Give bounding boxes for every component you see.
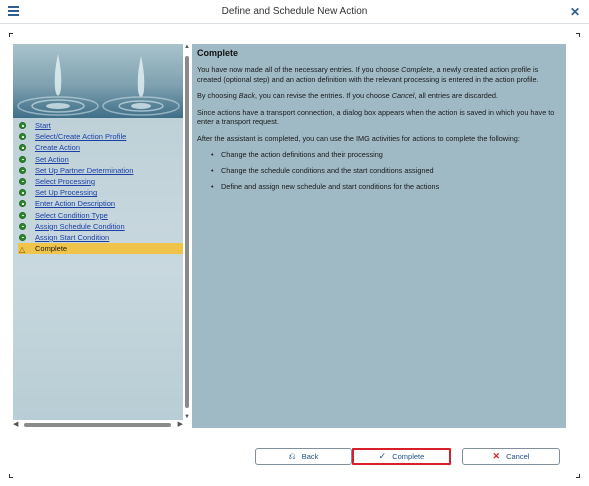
step-link[interactable]: Select/Create Action Profile [35,132,127,142]
content-heading: Complete [197,48,239,58]
checkmark-icon: ✓ [378,451,387,461]
step-item[interactable] [18,120,183,131]
status-done-icon [19,234,26,241]
list-item: • Change the schedule conditions and the start conditions assigned [211,166,561,175]
back-arrow-icon: ⎌ [288,451,296,461]
status-done-icon [19,200,26,207]
step-link[interactable]: Enter Action Description [35,199,116,209]
back-button-label: Back [301,452,319,461]
water-drop-banner-image [13,44,183,118]
step-label: Complete [35,244,68,254]
status-done-icon [19,156,26,163]
step-link[interactable]: Create Action [35,143,81,153]
step-item[interactable] [18,187,183,198]
step-link[interactable]: Assign Schedule Condition [35,221,125,231]
step-link[interactable]: Set Up Processing [35,188,98,198]
title-bar [0,0,589,24]
status-done-icon [19,212,26,219]
step-link[interactable]: Select Condition Type [35,210,108,220]
step-item-current[interactable] [18,243,183,254]
step-item[interactable] [18,210,183,221]
revise-paragraph: By choosing Back, you can revise the entries. If you choose Cancel, all entries are discarded. [197,91,498,100]
warning-triangle-icon: △ [19,245,26,255]
status-done-icon [19,144,26,151]
step-item[interactable] [18,142,183,153]
close-icon[interactable]: ✕ [569,5,580,19]
step-link[interactable]: Set Up Partner Determination [35,165,134,175]
complete-button[interactable] [352,448,451,465]
status-done-icon [19,122,26,129]
status-done-icon [19,178,26,185]
content-panel [192,44,566,428]
step-item[interactable] [18,232,183,243]
frame-corner [576,33,580,37]
complete-button-label: Complete [392,452,425,461]
step-link[interactable]: Select Processing [35,176,96,186]
step-item[interactable] [18,221,183,232]
status-done-icon [19,167,26,174]
intro-paragraph: You have now made all of the necessary entries. If you choose Complete, a newly created action profile is created (optional step) and an action definition with the relevant processing is entered in the action profile. [197,65,539,84]
step-link[interactable]: Set Action [35,154,69,164]
list-item: • Change the action definitions and their processing [211,150,561,159]
list-item: • Define and assign new schedule and start conditions for the actions [211,182,561,191]
status-done-icon [19,223,26,230]
window-title: Define and Schedule New Action [221,6,368,17]
step-link[interactable]: Assign Start Condition [35,232,110,242]
step-navigation-panel [13,44,183,420]
transport-paragraph: Since actions have a transport connection, a dialog box appears when the action is saved in which you have to enter a transport request. [197,107,555,126]
frame-corner [9,474,13,478]
scroll-up-icon[interactable]: ▲ [184,44,190,50]
vertical-scrollbar[interactable] [184,44,190,420]
step-item[interactable] [18,176,183,187]
step-item[interactable] [18,198,183,209]
scroll-thumb[interactable] [185,56,189,408]
back-button[interactable] [255,448,352,465]
step-item[interactable] [18,154,183,165]
frame-corner [9,33,13,37]
scroll-right-icon[interactable]: ▶ [177,421,183,428]
status-done-icon [19,133,26,140]
step-item[interactable] [18,165,183,176]
scroll-left-icon[interactable]: ◀ [13,421,19,428]
scroll-thumb[interactable] [24,423,171,427]
step-list [18,120,183,254]
step-link[interactable]: Start [35,121,51,130]
frame-corner [576,474,580,478]
cancel-button[interactable] [462,448,560,465]
followup-paragraph: After the assistant is completed, you can use the IMG activities for actions to complete the following: [197,133,520,143]
status-done-icon [19,189,26,196]
cancel-button-label: Cancel [506,452,530,461]
horizontal-scrollbar[interactable] [13,421,183,428]
step-item[interactable] [18,131,183,142]
scroll-down-icon[interactable]: ▼ [184,414,190,420]
cancel-x-icon: ✕ [492,451,501,461]
followup-list [197,150,561,191]
